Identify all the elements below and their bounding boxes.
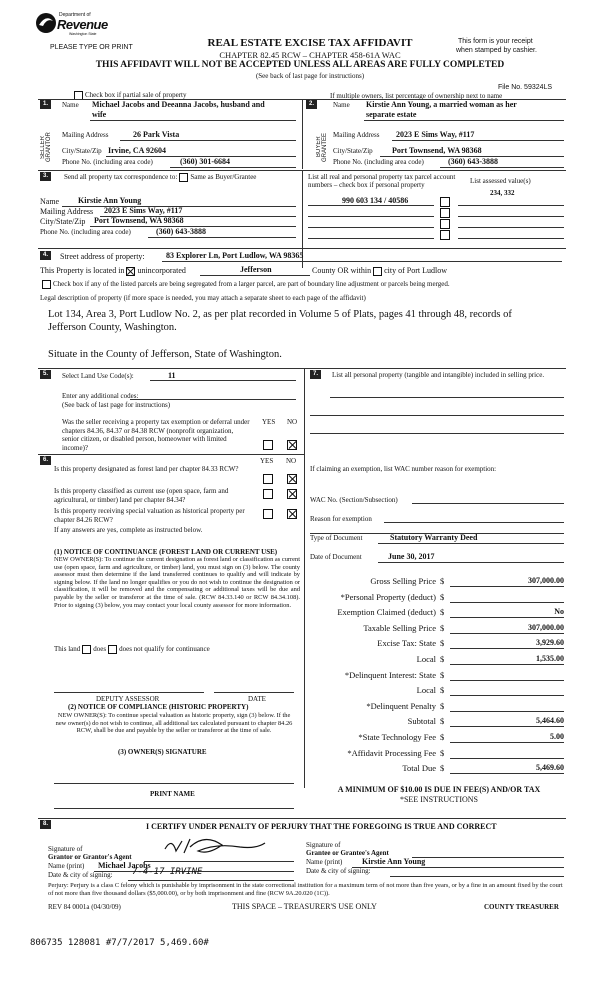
current-use-yes-checkbox[interactable] bbox=[263, 489, 273, 499]
fee-label: Taxable Selling Price bbox=[363, 622, 436, 633]
personal-property-label: List all personal property (tangible and intangible) included in selling price. bbox=[332, 371, 545, 379]
county-treasurer-label: COUNTY TREASURER bbox=[484, 903, 559, 911]
see-instructions-note: *SEE INSTRUCTIONS bbox=[399, 795, 478, 804]
corr-city-value[interactable]: Port Townsend, WA 98368 bbox=[94, 216, 184, 225]
doc-date-value[interactable]: June 30, 2017 bbox=[388, 552, 435, 561]
street-label: Street address of property: bbox=[60, 252, 145, 261]
corr-name-value[interactable]: Kirstie Ann Young bbox=[78, 196, 142, 205]
fee-label: Excise Tax: State bbox=[377, 638, 436, 649]
notice2-body: NEW OWNER(S): To continue special valuation as historic property, sign (3) below. If the new owner(s) do not wish to continue, all additional tax calculated pursuant to chapter 84.26 RCW, shall be due and payable by the seller or transferor at the time of sale. bbox=[55, 712, 293, 735]
parcel-personal-checkbox-3[interactable] bbox=[440, 219, 450, 229]
section6-no-head: NO bbox=[286, 457, 297, 465]
dor-logo bbox=[35, 10, 108, 40]
fee-label: *State Technology Fee bbox=[358, 732, 436, 742]
county-row: County OR within city of Port Ludlow bbox=[312, 266, 448, 275]
grantee-sig-label-1: Signature of bbox=[306, 841, 341, 849]
fee-value[interactable]: 1,535.00 bbox=[450, 654, 564, 665]
historic-no-checkbox[interactable] bbox=[287, 509, 297, 519]
legal-description-2[interactable]: Jefferson County, Washington. bbox=[48, 322, 177, 333]
fee-dollar-sign: $ bbox=[440, 685, 445, 696]
minimum-due-note: A MINIMUM OF $10.00 IS DUE IN FEE(S) AND/OR TAX bbox=[337, 785, 541, 794]
fee-label: *Affidavit Processing Fee bbox=[347, 747, 436, 758]
exempt-no-checkbox[interactable] bbox=[287, 440, 297, 450]
fee-dollar-sign: $ bbox=[440, 638, 445, 649]
does-checkbox[interactable] bbox=[82, 645, 91, 654]
grantor-sig-label-1: Signature of bbox=[48, 845, 83, 853]
corr-mail-label: Mailing Address bbox=[40, 207, 94, 216]
deputy-assessor-label: DEPUTY ASSESSOR bbox=[96, 695, 160, 703]
parcel-personal-checkbox-4[interactable] bbox=[440, 230, 450, 240]
parcel-personal-checkbox-2[interactable] bbox=[440, 208, 450, 218]
cashier-stamp: 806735 128081 #7/7/2017 5,469.60# bbox=[30, 938, 209, 948]
fee-dollar-sign: $ bbox=[440, 576, 445, 586]
fee-dollar-sign: $ bbox=[440, 607, 445, 618]
multiple-owners-note: If multiple owners, list percentage of ownership next to name bbox=[330, 92, 503, 100]
seller-phone-label: Phone No. (including area code) bbox=[62, 158, 153, 166]
exemption-label: If claiming an exemption, list WAC number reason for exemption: bbox=[310, 465, 497, 473]
doc-date-label: Date of Document bbox=[310, 553, 362, 561]
fee-dollar-sign: $ bbox=[440, 622, 445, 633]
grantor-name-label: Name (print) bbox=[48, 862, 85, 870]
buyer-name-line-2[interactable]: separate estate bbox=[366, 110, 417, 119]
segregated-row: Check box if any of the listed parcels are being segregated from a larger parcel, are part of boundary line adjustment or parcels being merged. bbox=[40, 280, 450, 289]
corr-city-label: City/State/Zip bbox=[40, 217, 86, 226]
dor-swirl-icon bbox=[35, 12, 57, 34]
logo-word: Revenue bbox=[57, 17, 108, 32]
perjury-text: Perjury: Perjury is a class C felony which is punishable by imprisonment in the state correctional institution for a maximum term of not more than five years, or by a fine in an amount fixed by the court of not more than five thousand dollars ($5,000.00), or by both imprisonment and fine (RCW 9A.20.020 (1C)). bbox=[48, 882, 563, 897]
section-3-badge: 3. bbox=[40, 172, 51, 181]
current-use-question: Is this property classified as current use (open space, farm and agricultural, or timber) land per chapter 84.34? bbox=[54, 487, 229, 504]
corr-phone-value[interactable]: (360) 643-3888 bbox=[156, 227, 206, 236]
land-use-label: Select Land Use Code(s): bbox=[62, 372, 134, 380]
seller-city-value[interactable]: Irvine, CA 92604 bbox=[108, 146, 166, 155]
send-correspondence: Send all property tax correspondence to: Same as Buyer/Grantee bbox=[64, 173, 257, 182]
fee-label: Subtotal bbox=[407, 716, 436, 727]
unincorporated-checkbox[interactable] bbox=[126, 267, 135, 276]
corr-mail-value[interactable]: 2023 E Sims Way, #117 bbox=[104, 206, 183, 215]
parcel-personal-checkbox-1[interactable] bbox=[440, 197, 450, 207]
corr-phone-label: Phone No. (including area code) bbox=[40, 228, 131, 236]
fee-value[interactable] bbox=[450, 670, 564, 681]
fee-label: Total Due bbox=[402, 763, 436, 774]
corr-name-label: Name bbox=[40, 197, 60, 206]
section5-see-back: (See back of last page for instructions) bbox=[62, 401, 171, 409]
buyer-mail-value[interactable]: 2023 E Sims Way, #117 bbox=[396, 130, 475, 139]
fee-dollar-sign: $ bbox=[440, 591, 445, 602]
grantor-date-place-label: Date & city of signing: bbox=[48, 871, 113, 879]
form-chapter: CHAPTER 82.45 RCW – CHAPTER 458-61A WAC bbox=[219, 50, 401, 60]
fee-value[interactable] bbox=[450, 685, 564, 696]
grantee-name-label: Name (print) bbox=[306, 858, 343, 866]
forest-question: Is this property designated as forest land per chapter 84.33 RCW? bbox=[54, 465, 239, 473]
form-title: REAL ESTATE EXCISE TAX AFFIDAVIT bbox=[207, 37, 413, 49]
if-yes-note: If any answers are yes, complete as instructed below. bbox=[54, 526, 203, 534]
logo-line-1: Department of bbox=[59, 12, 91, 18]
notice1-body: NEW OWNER(S): To continue the current designation as forest land or classification as current use (open space, farm and agriculture, or timber) land, you must sign on (3) below. The county assessor must then determine if the land transferred continues to qualify and will indicate by signing below. If the land no longer qualifies or you do not wish to continue the designation or classification, it will be removed and the compensating or additional taxes will be due and payable by the seller or transferor at the time of sale. (RCW 84.33.140 or RCW 84.34.108). Prior to signing (3) below, you may contact your local county assessor for more information. bbox=[54, 556, 300, 609]
buyer-mail-label: Mailing Address bbox=[333, 131, 380, 139]
land-use-value[interactable]: 11 bbox=[168, 371, 176, 380]
please-type-label: PLEASE TYPE OR PRINT bbox=[50, 44, 133, 51]
seller-mail-value[interactable]: 26 Park Vista bbox=[133, 130, 180, 139]
fee-dollar-sign: $ bbox=[440, 747, 445, 758]
fee-value[interactable] bbox=[450, 592, 564, 603]
fee-dollar-sign: $ bbox=[440, 654, 445, 664]
fee-value[interactable] bbox=[450, 748, 564, 759]
section-6-badge: 6. bbox=[40, 456, 51, 465]
buyer-name-line-1[interactable]: Kirstie Ann Young, a married woman as her bbox=[366, 100, 517, 109]
wac-label: WAC No. (Section/Subsection) bbox=[310, 496, 398, 504]
rev-number: REV 84 0001a (04/30/09) bbox=[48, 903, 121, 911]
receipt-note-1: This form is your receipt bbox=[458, 38, 533, 45]
buyer-side-label: BUYER GRANTEE bbox=[316, 132, 328, 162]
fee-value[interactable]: 3,929.60 bbox=[450, 638, 564, 649]
doc-type-label: Type of Document bbox=[310, 534, 363, 542]
grantor-sig-label-2: Grantor or Grantor's Agent bbox=[48, 853, 132, 861]
fee-label: Exemption Claimed (deduct) bbox=[337, 607, 436, 618]
exemption-question: Was the seller receiving a property tax exemption or deferral under chapters 84.36, 84.37 or 84.38 RCW (nonprofit organization, senior citizen, or disabled person, homeowner with limited income)? bbox=[62, 418, 250, 452]
buyer-city-value[interactable]: Port Townsend, WA 98368 bbox=[392, 146, 482, 155]
grantor-signature-image bbox=[160, 835, 270, 863]
receipt-note-2: when stamped by cashier. bbox=[456, 47, 537, 54]
see-back-note: (See back of last page for instructions) bbox=[255, 72, 365, 80]
section-8-badge: 8. bbox=[40, 820, 51, 829]
fee-label: Local bbox=[416, 654, 436, 664]
seller-city-label: City/State/Zip bbox=[62, 147, 102, 155]
parcel-head-2: numbers – check box if personal property bbox=[308, 181, 425, 189]
fee-dollar-sign: $ bbox=[440, 700, 445, 711]
historic-yes-checkbox[interactable] bbox=[263, 509, 273, 519]
fee-dollar-sign: $ bbox=[440, 669, 445, 680]
fee-value[interactable] bbox=[450, 701, 564, 712]
same-as-buyer-checkbox[interactable] bbox=[179, 173, 188, 182]
owner-signature-label: (3) OWNER(S) SIGNATURE bbox=[118, 748, 207, 756]
exempt-yes-checkbox[interactable] bbox=[263, 440, 273, 450]
grantee-sig-label-2: Grantee or Grantee's Agent bbox=[306, 849, 389, 857]
buyer-city-label: City/State/Zip bbox=[333, 147, 373, 155]
fee-label: Local bbox=[416, 685, 436, 696]
fee-value[interactable]: 5.00 bbox=[450, 732, 564, 743]
parcel-head-1: List all real and personal property tax parcel account bbox=[308, 173, 456, 181]
city-checkbox[interactable] bbox=[373, 267, 382, 276]
fee-value[interactable]: 307,000.00 bbox=[450, 623, 564, 634]
grantee-name-value[interactable]: Kirstie Ann Young bbox=[362, 857, 426, 866]
fee-dollar-sign: $ bbox=[440, 716, 445, 727]
treasurer-space-label: THIS SPACE – TREASURER'S USE ONLY bbox=[232, 902, 377, 911]
section-1-badge: 1. bbox=[40, 100, 51, 109]
logo-line-3: Washington State bbox=[69, 32, 97, 36]
legal-description-1[interactable]: Lot 134, Area 3, Port Ludlow No. 2, as per plat recorded in Volume 5 of Plats, pages 41 through 48, records of bbox=[48, 309, 512, 320]
fee-value[interactable]: 5,464.60 bbox=[450, 716, 564, 727]
parcel-value[interactable]: 990 603 134 / 40586 bbox=[342, 196, 409, 205]
forest-no-checkbox[interactable] bbox=[287, 474, 297, 484]
seller-phone-value[interactable]: (360) 301-6684 bbox=[180, 157, 230, 166]
qualify-row: This land does does not qualify for continuance bbox=[54, 645, 210, 654]
fee-label: Gross Selling Price bbox=[370, 576, 436, 586]
seller-name-line-1[interactable]: Michael Jacobs and Deeanna Jacobs, husband and bbox=[92, 100, 265, 109]
form-warning: THIS AFFIDAVIT WILL NOT BE ACCEPTED UNLESS ALL AREAS ARE FULLY COMPLETED bbox=[95, 60, 505, 70]
fee-dollar-sign: $ bbox=[440, 732, 445, 742]
section6-yes-head: YES bbox=[260, 457, 274, 465]
print-name-label: PRINT NAME bbox=[150, 790, 195, 798]
section5-yes-head: YES bbox=[262, 418, 276, 426]
fee-label: *Delinquent Interest: State bbox=[344, 669, 436, 680]
section-7-badge: 7. bbox=[310, 370, 321, 379]
current-use-no-checkbox[interactable] bbox=[287, 489, 297, 499]
seller-name-line-2[interactable]: wife bbox=[92, 110, 107, 119]
fee-label: *Delinquent Penalty bbox=[366, 700, 436, 711]
buyer-name-label: Name bbox=[333, 101, 350, 109]
buyer-phone-value[interactable]: (360) 643-3888 bbox=[448, 157, 498, 166]
fee-value[interactable]: No bbox=[450, 607, 564, 618]
file-number: File No. 59324LS bbox=[498, 84, 553, 91]
assessed-value[interactable]: 234, 332 bbox=[490, 189, 515, 197]
county-value[interactable]: Jefferson bbox=[240, 265, 272, 274]
located-row: This Property is located in unincorporated bbox=[40, 266, 186, 275]
seller-side-label: SELLER GRANTOR bbox=[40, 132, 52, 162]
assessed-head: List assessed value(s) bbox=[470, 177, 531, 185]
section5-no-head: NO bbox=[287, 418, 298, 426]
seller-name-label: Name bbox=[62, 101, 79, 109]
deputy-date-label: DATE bbox=[248, 695, 266, 703]
section-2-badge: 2. bbox=[306, 100, 317, 109]
notice1-title: (1) NOTICE OF CONTINUANCE (FOREST LAND OR CURRENT USE) bbox=[54, 548, 278, 556]
grantor-date-place-value[interactable]: 7-4-17 IRVINE bbox=[132, 867, 203, 877]
buyer-phone-label: Phone No. (including area code) bbox=[333, 158, 424, 166]
fee-value[interactable]: 307,000.00 bbox=[450, 576, 564, 587]
forest-yes-checkbox[interactable] bbox=[263, 474, 273, 484]
seller-mail-label: Mailing Address bbox=[62, 131, 109, 139]
additional-codes-label: Enter any additional codes: bbox=[62, 392, 139, 400]
fee-label: *Personal Property (deduct) bbox=[340, 591, 436, 602]
legal-label: Legal description of property (if more space is needed, you may attach a separate sheet to each page of the affidavit) bbox=[40, 294, 366, 302]
certify-text: I CERTIFY UNDER PENALTY OF PERJURY THAT THE FOREGOING IS TRUE AND CORRECT bbox=[146, 822, 497, 831]
notice2-title: (2) NOTICE OF COMPLIANCE (HISTORIC PROPERTY) bbox=[68, 703, 249, 711]
section-4-badge: 4. bbox=[40, 251, 51, 260]
partial-sale-label: Check box if partial sale of property bbox=[85, 91, 187, 100]
historic-question: Is this property receiving special valuation as historical property per chapter 84.26 RCW? bbox=[54, 507, 245, 524]
does-not-checkbox[interactable] bbox=[108, 645, 117, 654]
grantee-date-place-label: Date & city of signing: bbox=[306, 867, 371, 875]
segregated-checkbox[interactable] bbox=[42, 280, 51, 289]
section-5-badge: 5. bbox=[40, 370, 51, 379]
fee-dollar-sign: $ bbox=[440, 763, 445, 774]
grantor-name-value[interactable]: Michael Jacobs bbox=[98, 861, 151, 870]
situate-text[interactable]: Situate in the County of Jefferson, State of Washington. bbox=[48, 349, 282, 360]
reason-label: Reason for exemption bbox=[310, 515, 372, 523]
doc-type-value[interactable]: Statutory Warranty Deed bbox=[390, 533, 478, 542]
street-value[interactable]: 83 Explorer Ln, Port Ludlow, WA 98365 bbox=[166, 251, 304, 260]
fee-value[interactable]: 5,469.60 bbox=[450, 763, 564, 774]
